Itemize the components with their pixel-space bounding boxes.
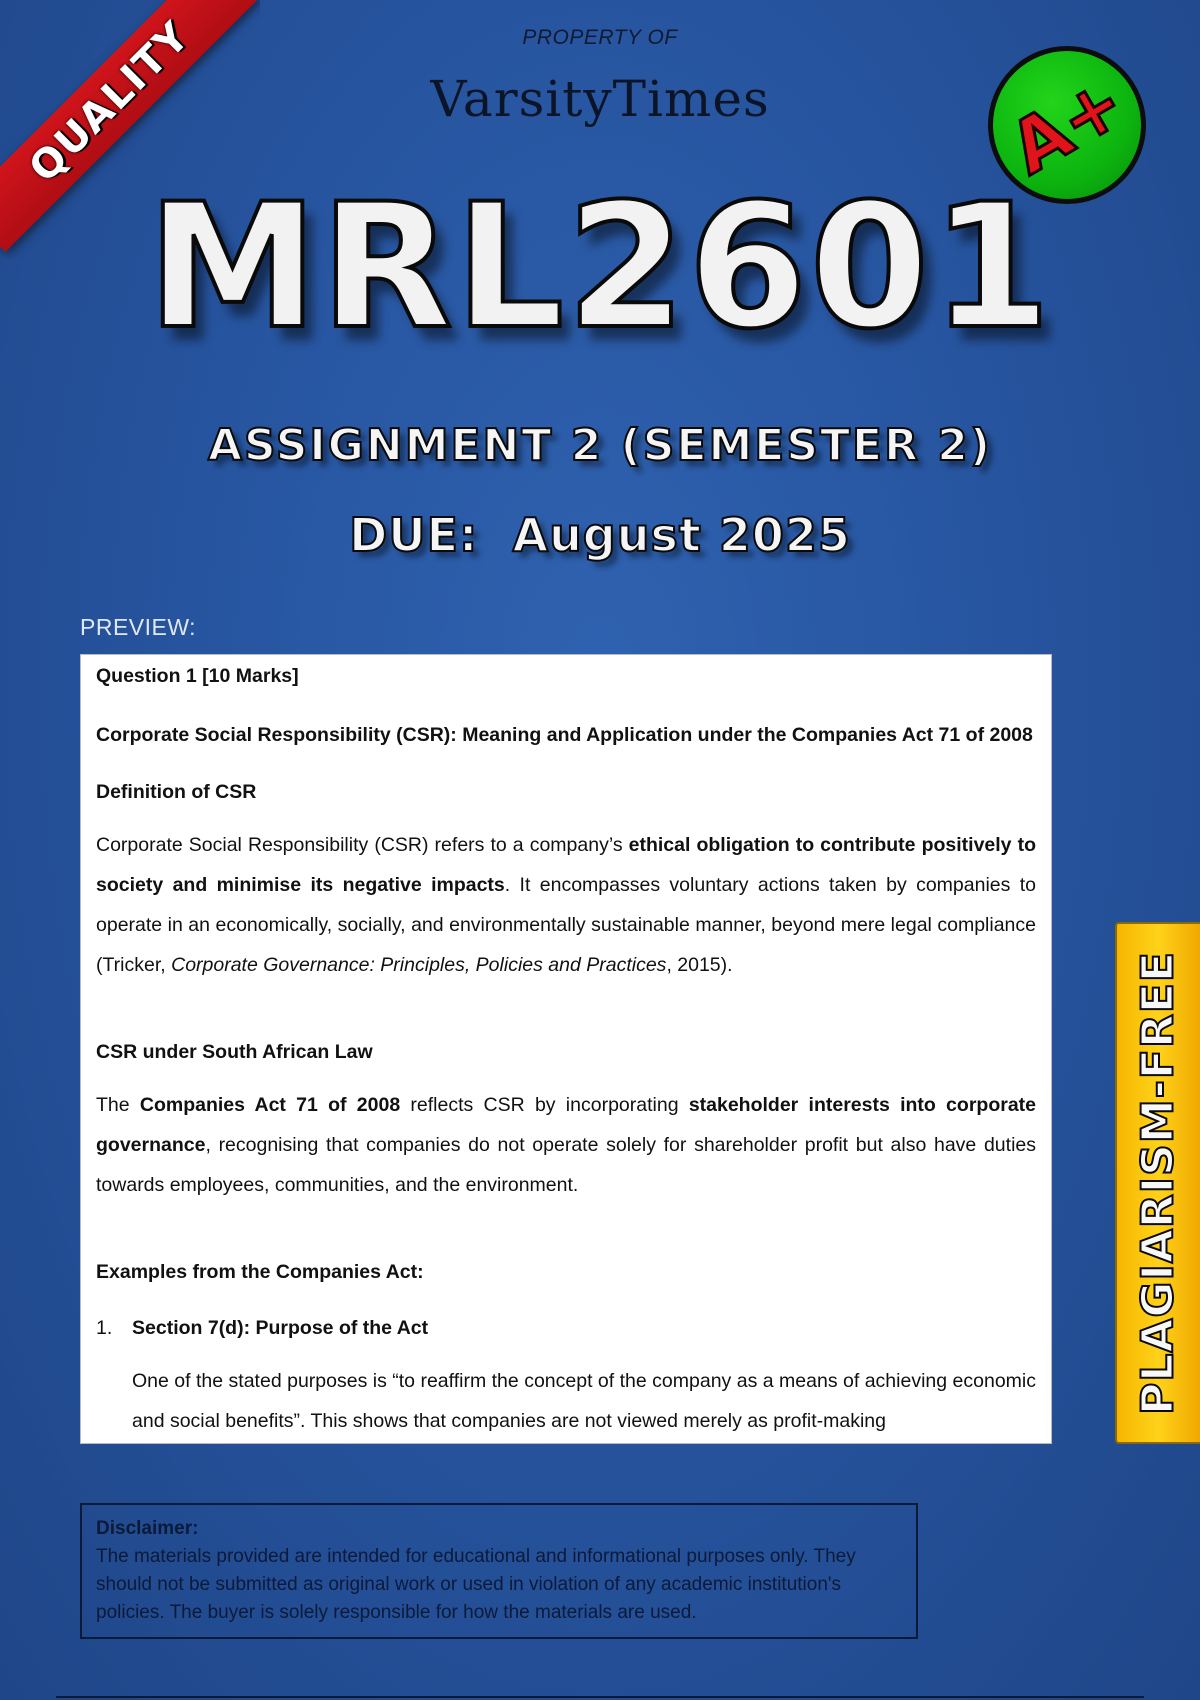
question-heading: Question 1 [10 Marks] [96,665,299,687]
list-item-number: 1. [96,1317,113,1339]
preview-label: PREVIEW: [80,614,197,640]
definition-paragraph: Corporate Social Responsibility (CSR) refers to a company’s ethical obligation to contribute positively to society and minimise its negative impacts. It encompasses voluntary actions taken by companies to operate in an economically, socially, and environmentally sustainable manner, beyond mere legal compliance (Tricker, Corporate Governance: Principles, Policies and Practices, 2015). [96,834,1036,976]
disclaimer-text: The materials provided are intended for educational and informational purposes only. They should not be submitted as original work or used in violation of any academic institution's policies. The buyer is solely responsible for how the materials are used. [96,1546,856,1623]
brand-logo: VarsityTimes [430,70,770,128]
a-plus-badge-label: A+ [995,59,1139,191]
plagiarism-free-label: PLAGIARISM-FREE [1132,951,1184,1415]
due-date: DUE: August 2025 [349,508,851,562]
sa-law-heading: CSR under South African Law [96,1041,373,1063]
property-of-label: PROPERTY OF [522,26,678,49]
examples-heading: Examples from the Companies Act: [96,1261,424,1283]
disclaimer-box [80,1503,918,1639]
assignment-title: ASSIGNMENT 2 (SEMESTER 2) [207,420,993,471]
sa-law-paragraph: The Companies Act 71 of 2008 reflects CSR by incorporating stakeholder interests into corporate governance, recognising that companies do not operate solely for shareholder profit but also have duties towards employees, communities, and the environment. [96,1094,1036,1196]
bottom-divider [56,1696,1144,1698]
module-code-title: MRL2601 [147,166,1053,367]
list-item-heading: Section 7(d): Purpose of the Act [132,1317,429,1339]
preview-document [80,654,1052,1444]
definition-heading: Definition of CSR [96,781,257,803]
topic-heading: Corporate Social Responsibility (CSR): Meaning and Application under the Companies Act 71 of 2008 [96,724,1033,746]
quality-ribbon-label: QUALITY [20,12,200,192]
list-item-paragraph: One of the stated purposes is “to reaffirm the concept of the company as a means of achieving economic and social benefits”. This shows that companies are not viewed merely as profit-making [132,1370,1036,1432]
disclaimer-title: Disclaimer: [96,1518,199,1539]
